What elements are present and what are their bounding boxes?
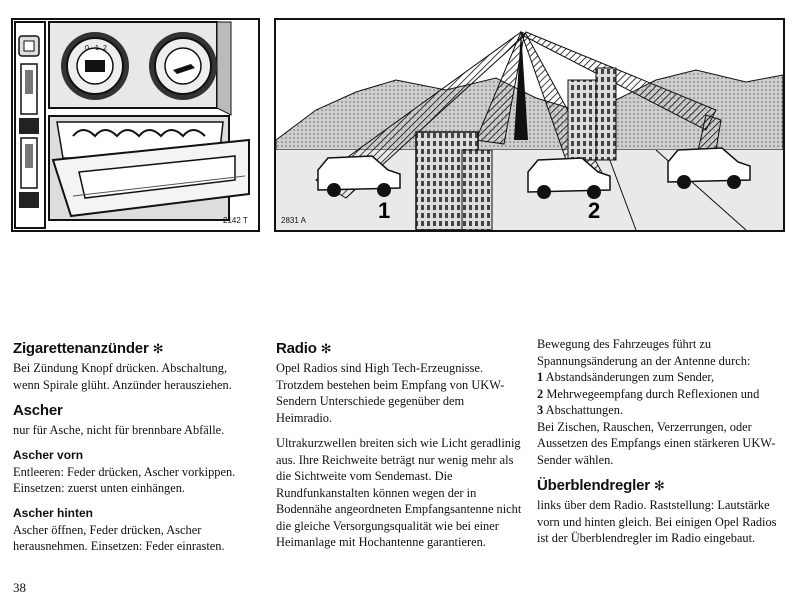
- list-item: 2 Mehrwegeempfang durch Reflexionen und: [537, 386, 760, 401]
- knob-label-2: 2: [103, 45, 107, 52]
- reception-advice: Bei Zischen, Rauschen, Verzerrungen, oder Aussetzen des Empfangs einen stärkeren UKW-Sender wählen.: [537, 419, 776, 467]
- heading-zigarettenanzuender: Zigarettenanzünder ✻: [13, 340, 164, 357]
- ascher-text: nur für Asche, nicht für brennbare Abfälle.: [13, 423, 225, 437]
- list-item: 3 Abschattungen.: [537, 403, 624, 417]
- column-reception: [537, 336, 785, 547]
- ascher-vorn-text: Entleeren: Feder drücken, Ascher vorkippen. Einsetzen: zuerst unten einhängen.: [13, 464, 236, 495]
- radio-text-2: Ultrakurzwellen breiten sich wie Licht geradlinig aus. Ihre Reichweite beträgt nur wenig mehr als die Sichtweite vom Sendemast. Die Rundfunkanstalten können wegen der in Bodennähe angeordneten Empfangsantenne nicht die gleiche Versorgungsqualität wie bei einer Heimanlage mit Hochantenne garantieren.: [276, 436, 522, 549]
- figure-radio-propagation: [274, 18, 785, 232]
- figure-lighter-ashtray: [11, 18, 260, 232]
- radio-propagation-drawing: [276, 20, 783, 230]
- ueberblendregler-text: links über dem Radio. Raststellung: Lautstärke vorn und hinten gleich. Bei einigen Opel Radios ist der Überblendregler im Radio eingebaut.: [537, 498, 777, 545]
- lighter-ashtray-drawing: [13, 20, 258, 230]
- column-lighter-ashtray: [13, 340, 255, 555]
- heading-ueberblendregler: Überblendregler ✻: [537, 477, 665, 494]
- label-2: 2: [588, 198, 601, 223]
- ascher-hinten-text: Ascher öffnen, Feder drücken, Ascher herausnehmen. Einsetzen: Feder einrasten.: [13, 522, 225, 553]
- figure-code: 2142 T: [223, 216, 248, 225]
- page-number: 38: [13, 580, 26, 595]
- heading-radio: Radio ✻: [276, 340, 332, 357]
- option-star-icon: ✻: [320, 341, 332, 356]
- heading-ascher-vorn: Ascher vorn: [13, 447, 84, 462]
- label-1: 1: [378, 198, 391, 223]
- knob-label-1: 1: [95, 45, 99, 52]
- heading-ascher: Ascher: [13, 402, 63, 419]
- list-item: 1 Abstandsänderungen zum Sender,: [537, 370, 715, 384]
- figure-code: 2831 A: [281, 216, 306, 225]
- option-star-icon: ✻: [152, 341, 164, 356]
- knob-label-0: 0: [85, 45, 89, 52]
- reception-intro: Bewegung des Fahrzeuges führt zu Spannungsänderung an der Antenne durch:: [537, 337, 751, 368]
- option-star-icon: ✻: [653, 478, 665, 493]
- heading-ascher-hinten: Ascher hinten: [13, 505, 94, 520]
- column-radio: [276, 340, 522, 551]
- zig-text: Bei Zündung Knopf drücken. Abschaltung, wenn Spirale glüht. Anzünder herausziehen.: [13, 361, 232, 392]
- radio-text-1: Opel Radios sind High Tech-Erzeugnisse. Trotzdem bestehen beim Empfang von UKW-Sendern Unterschiede gegenüber dem Heimradio.: [276, 361, 505, 425]
